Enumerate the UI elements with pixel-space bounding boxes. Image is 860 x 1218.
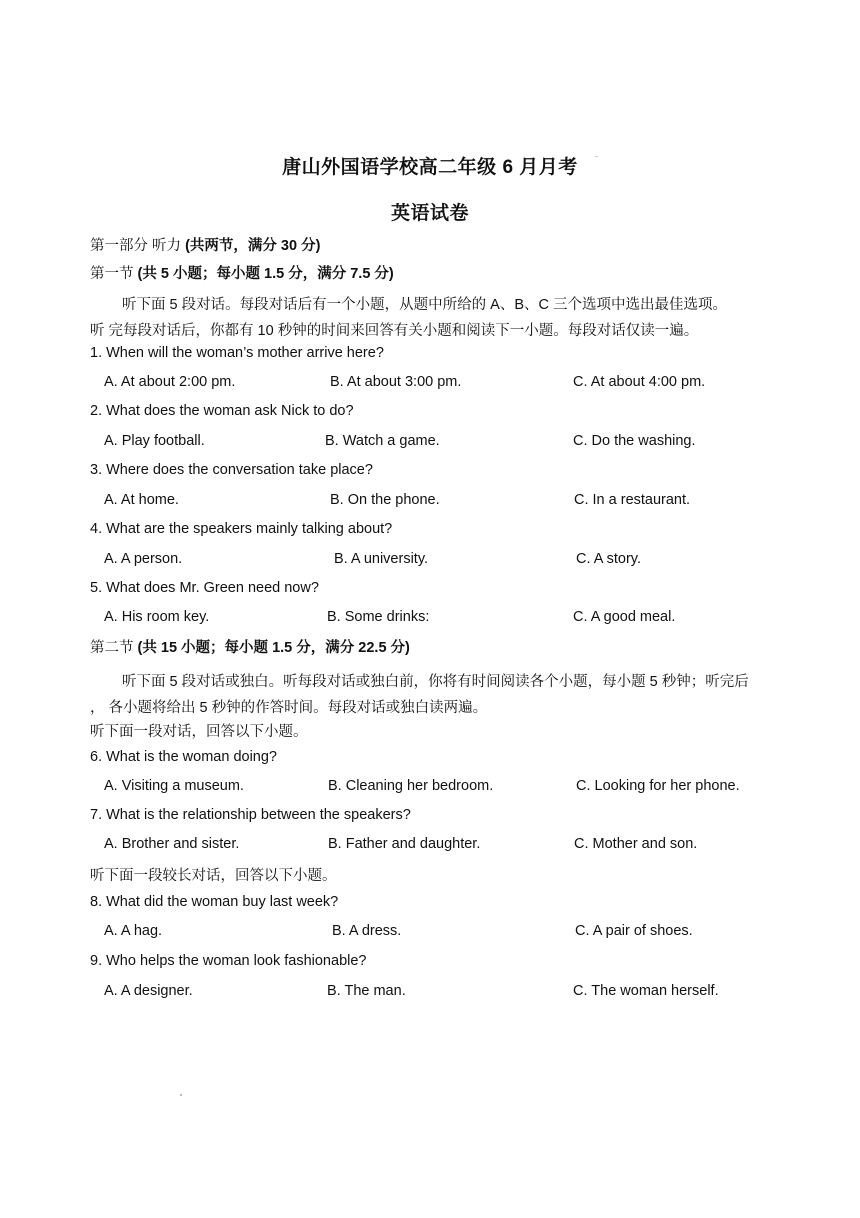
option-5b: B. Some drinks: (327, 609, 430, 625)
section1-heading (90, 262, 394, 283)
option-4c: C. A story. (576, 551, 642, 567)
option-7b: B. Father and daughter. (328, 836, 481, 852)
section2-heading-detail: (共 15 小题；每小题 1.5 分，满分 22.5 分) (137, 640, 410, 656)
option-1c: C. At about 4:00 pm. (573, 374, 706, 390)
section1-instructions-1: 听下面 5 段对话。每段对话后有一个小题，从题中所给的 A、B、C 三个选项中选出最佳选项。 (122, 297, 727, 313)
option-1b: B. At about 3:00 pm. (330, 374, 462, 390)
option-8b: B. A dress. (332, 923, 402, 939)
question-4: 4. What are the speakers mainly talking about? (90, 521, 393, 537)
option-8a: A. A hag. (104, 923, 163, 939)
option-1a: A. At about 2:00 pm. (104, 374, 236, 390)
scan-speck (180, 1094, 182, 1096)
option-6b: B. Cleaning her bedroom. (328, 778, 494, 794)
option-5a: A. His room key. (104, 609, 210, 625)
part1-heading (90, 234, 320, 255)
option-9a: A. A designer. (104, 983, 193, 999)
option-9c: C. The woman herself. (573, 983, 719, 999)
section2-instructions-2: ， 各小题将给出 5 秒钟的作答时间。每段对话或独白读两遍。 (90, 700, 488, 716)
option-7c: C. Mother and son. (574, 836, 698, 852)
option-7a: A. Brother and sister. (104, 836, 240, 852)
question-6: 6. What is the woman doing? (90, 749, 277, 765)
option-3a: A. At home. (104, 492, 179, 508)
option-2c: C. Do the washing. (573, 433, 696, 449)
section2-note-1: 听下面一段对话，回答以下小题。 (90, 724, 308, 740)
section1-instructions-2: 听 完每段对话后，你都有 10 秒钟的时间来回答有关小题和阅读下一小题。每段对话仅读一遍。 (90, 323, 699, 339)
option-4a: A. A person. (104, 551, 183, 567)
question-8: 8. What did the woman buy last week? (90, 894, 339, 910)
option-4b: B. A university. (334, 551, 429, 567)
option-2a: A. Play football. (104, 433, 205, 449)
option-6c: C. Looking for her phone. (576, 778, 740, 794)
question-5: 5. What does Mr. Green need now? (90, 580, 319, 596)
part1-heading-label: 第一部分 听力 (90, 238, 186, 254)
part1-heading-detail: (共两节，满分 30 分) (185, 238, 321, 254)
section2-instructions-1: 听下面 5 段对话或独白。听每段对话或独白前，你将有时间阅读各个小题，每小题 5 秒钟；听完后 (122, 674, 749, 690)
section2-note-2: 听下面一段较长对话，回答以下小题。 (90, 868, 337, 884)
question-1: 1. When will the woman’s mother arrive here? (90, 345, 384, 361)
option-3b: B. On the phone. (330, 492, 440, 508)
question-9: 9. Who helps the woman look fashionable? (90, 953, 367, 969)
option-6a: A. Visiting a museum. (104, 778, 244, 794)
section2-heading (90, 636, 410, 657)
option-5c: C. A good meal. (573, 609, 676, 625)
section2-heading-label: 第二节 (90, 640, 138, 656)
option-8c: C. A pair of shoes. (575, 923, 693, 939)
exam-subtitle: 英语试卷 (390, 203, 469, 224)
section1-heading-label: 第一节 (90, 266, 138, 282)
question-2: 2. What does the woman ask Nick to do? (90, 403, 354, 419)
section1-heading-detail: (共 5 小题；每小题 1.5 分，满分 7.5 分) (137, 266, 394, 282)
question-7: 7. What is the relationship between the speakers? (90, 807, 411, 823)
option-3c: C. In a restaurant. (574, 492, 691, 508)
option-9b: B. The man. (327, 983, 406, 999)
question-3: 3. Where does the conversation take place? (90, 462, 373, 478)
exam-title: 唐山外国语学校高二年级 6 月月考 (282, 157, 578, 178)
option-2b: B. Watch a game. (325, 433, 440, 449)
